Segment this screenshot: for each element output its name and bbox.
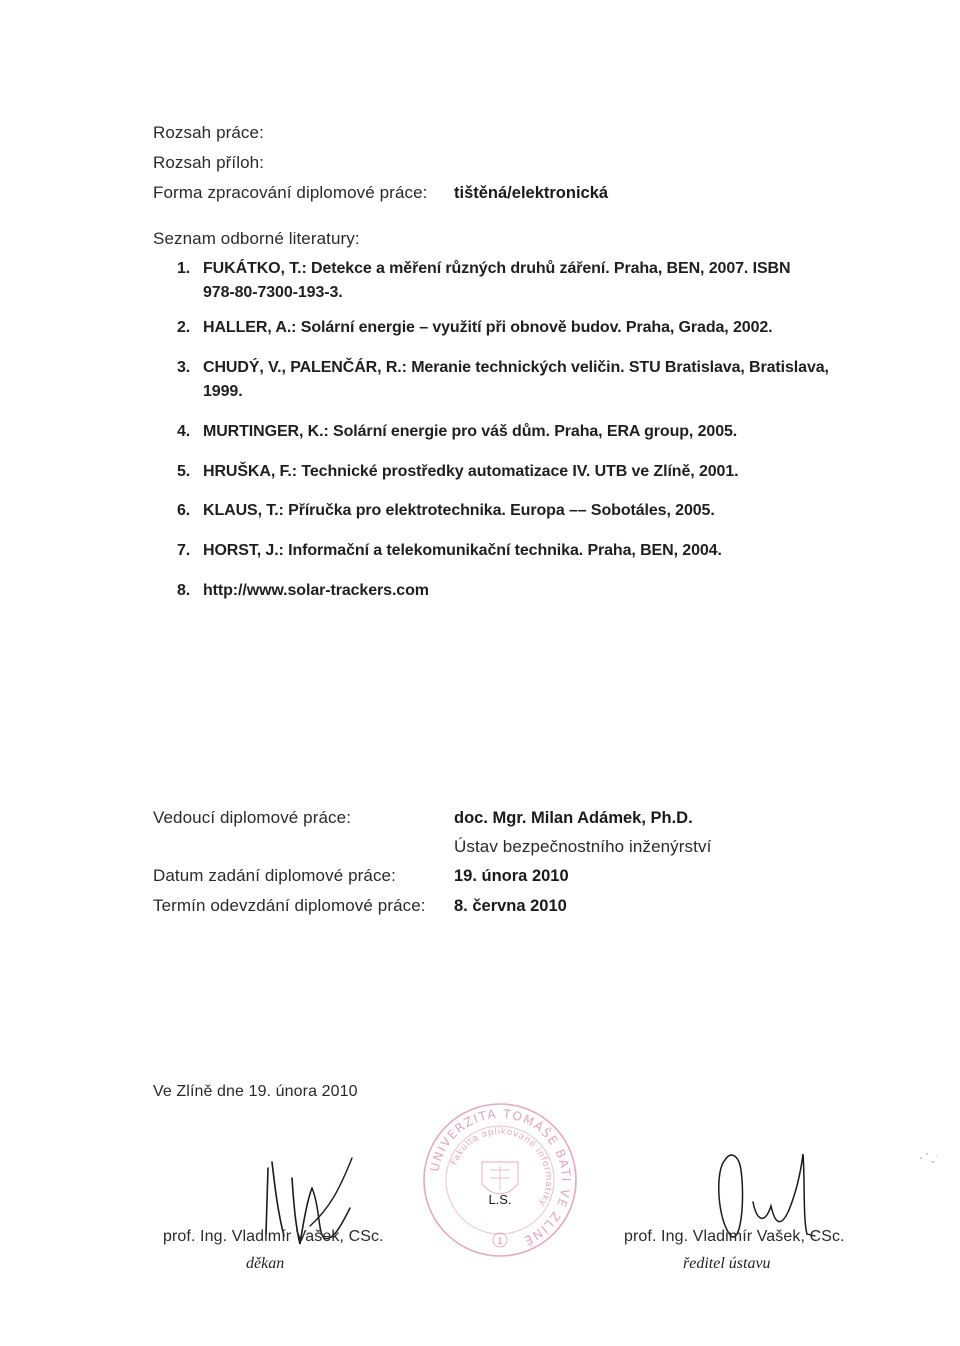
literature-heading: Seznam odborné literatury: [153,229,360,248]
official-stamp [420,1100,580,1260]
literature-item: 2. HALLER, A.: Solární energie – využití při obnově budov. Praha, Grada, 2002. [177,319,773,336]
left-signatory-role: děkan [246,1255,285,1272]
right-signatory-role: ředitel ústavu [683,1255,771,1272]
literature-item: 1. FUKÁTKO, T.: Detekce a měření různých druhů záření. Praha, BEN, 2007. ISBN [177,260,791,277]
literature-item: 6. KLAUS, T.: Příručka pro elektrotechnika. Europa –– Sobotáles, 2005. [177,502,715,519]
stamp-inner-text: Fakulta aplikované informatiky [449,1126,554,1208]
literature-item: 4. MURTINGER, K.: Solární energie pro váš dům. Praha, ERA group, 2005. [177,423,738,440]
assigned-date-label: Datum zadání diplomové práce: [153,866,396,885]
rozsah-prace-label: Rozsah práce: [153,123,264,142]
assigned-date-value: 19. února 2010 [454,867,569,885]
place-date: Ve Zlíně dne 19. února 2010 [153,1083,358,1100]
stamp-center-text: L.S. [488,1192,512,1207]
literature-item: 7. HORST, J.: Informační a telekomunikační technika. Praha, BEN, 2004. [177,542,722,559]
stamp-emblem [482,1162,518,1194]
scan-smudge [915,1148,945,1172]
forma-value: tištěná/elektronická [454,184,609,202]
literature-item-continuation: 1999. [203,383,243,400]
literature-item: 5. HRUŠKA, F.: Technické prostředky automatizace IV. UTB ve Zlíně, 2001. [177,463,739,480]
stamp-number: 1 [497,1237,503,1247]
supervisor-department: Ústav bezpečnostního inženýrství [454,837,712,856]
stamp-ring-text: UNIVERZITA TOMÁŠE BATI VE ZLÍNĚ [427,1106,574,1249]
literature-item: 8. http://www.solar-trackers.com [177,582,429,599]
supervisor-name: doc. Mgr. Milan Adámek, Ph.D. [454,809,693,827]
supervisor-label: Vedoucí diplomové práce: [153,808,352,827]
rozsah-priloh-label: Rozsah příloh: [153,153,265,172]
literature-item: 3. CHUDÝ, V., PALENČÁR, R.: Meranie technických veličin. STU Bratislava, Bratislava, [177,359,829,376]
literature-item-continuation: 978-80-7300-193-3. [203,284,343,301]
due-date-label: Termín odevzdání diplomové práce: [153,896,426,915]
forma-label: Forma zpracování diplomové práce: [153,183,428,202]
right-signatory-name: prof. Ing. Vladimír Vašek, CSc. [624,1228,845,1245]
left-signatory-name: prof. Ing. Vladimír Vašek, CSc. [163,1228,384,1245]
due-date-value: 8. června 2010 [454,897,567,915]
